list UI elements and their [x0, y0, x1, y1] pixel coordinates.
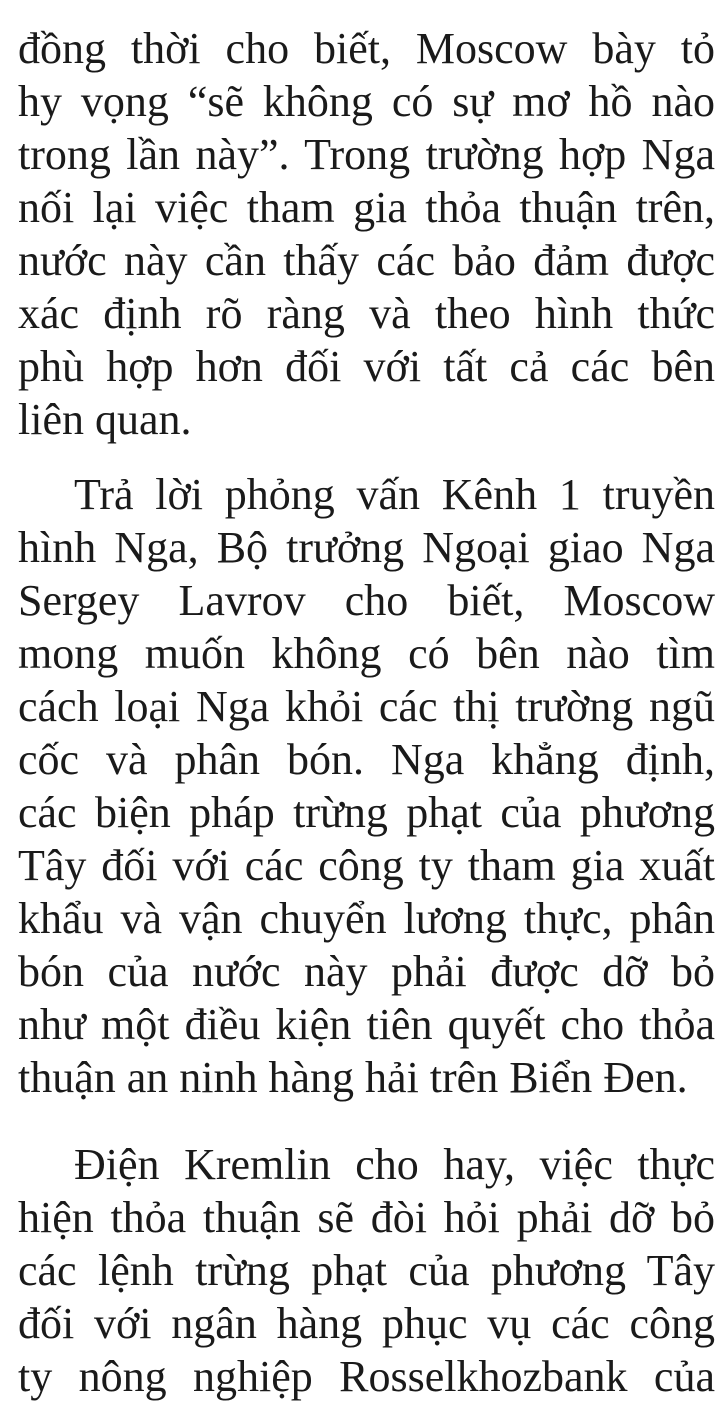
text-line: hình Nga, Bộ trưởng Ngoại giao Nga [18, 523, 715, 572]
text-line: bón của nước này phải được dỡ bỏ [18, 947, 715, 996]
text-line: thuận an ninh hàng hải trên Biển Đen. [18, 1053, 688, 1102]
paragraph-2 [18, 468, 715, 1104]
text-line: phù hợp hơn đối với tất cả các bên [18, 342, 715, 391]
text-line: nối lại việc tham gia thỏa thuận trên, [18, 183, 715, 232]
text-line-indented: Điện Kremlin cho hay, việc thực [74, 1140, 715, 1189]
text-line: liên quan. [18, 395, 192, 444]
text-line: nước này cần thấy các bảo đảm được [18, 236, 715, 285]
text-line: khẩu và vận chuyển lương thực, phân [18, 894, 715, 943]
text-line: cách loại Nga khỏi các thị trường ngũ [18, 682, 715, 731]
text-line: Tây đối với các công ty tham gia xuất [18, 841, 715, 890]
text-line-indented: Trả lời phỏng vấn Kênh 1 truyền [74, 470, 715, 519]
text-line: xác định rõ ràng và theo hình thức [18, 289, 715, 338]
text-line: Sergey Lavrov cho biết, Moscow [18, 576, 715, 625]
text-line: ty nông nghiệp Rosselkhozbank của [18, 1352, 715, 1401]
text-line: cốc và phân bón. Nga khẳng định, [18, 735, 715, 784]
paragraph-1 [18, 22, 715, 446]
text-line: đồng thời cho biết, Moscow bày tỏ [18, 24, 715, 73]
text-line: các lệnh trừng phạt của phương Tây [18, 1246, 715, 1295]
text-line: như một điều kiện tiên quyết cho thỏa [18, 1000, 715, 1049]
text-line: hiện thỏa thuận sẽ đòi hỏi phải dỡ bỏ [18, 1193, 715, 1242]
text-line: đối với ngân hàng phục vụ các công [18, 1299, 715, 1348]
text-line: các biện pháp trừng phạt của phương [18, 788, 715, 837]
paragraph-3 [18, 1138, 715, 1403]
text-line: mong muốn không có bên nào tìm [18, 629, 715, 678]
text-line: trong lần này”. Trong trường hợp Nga [18, 130, 715, 179]
text-line: hy vọng “sẽ không có sự mơ hồ nào [18, 77, 715, 126]
